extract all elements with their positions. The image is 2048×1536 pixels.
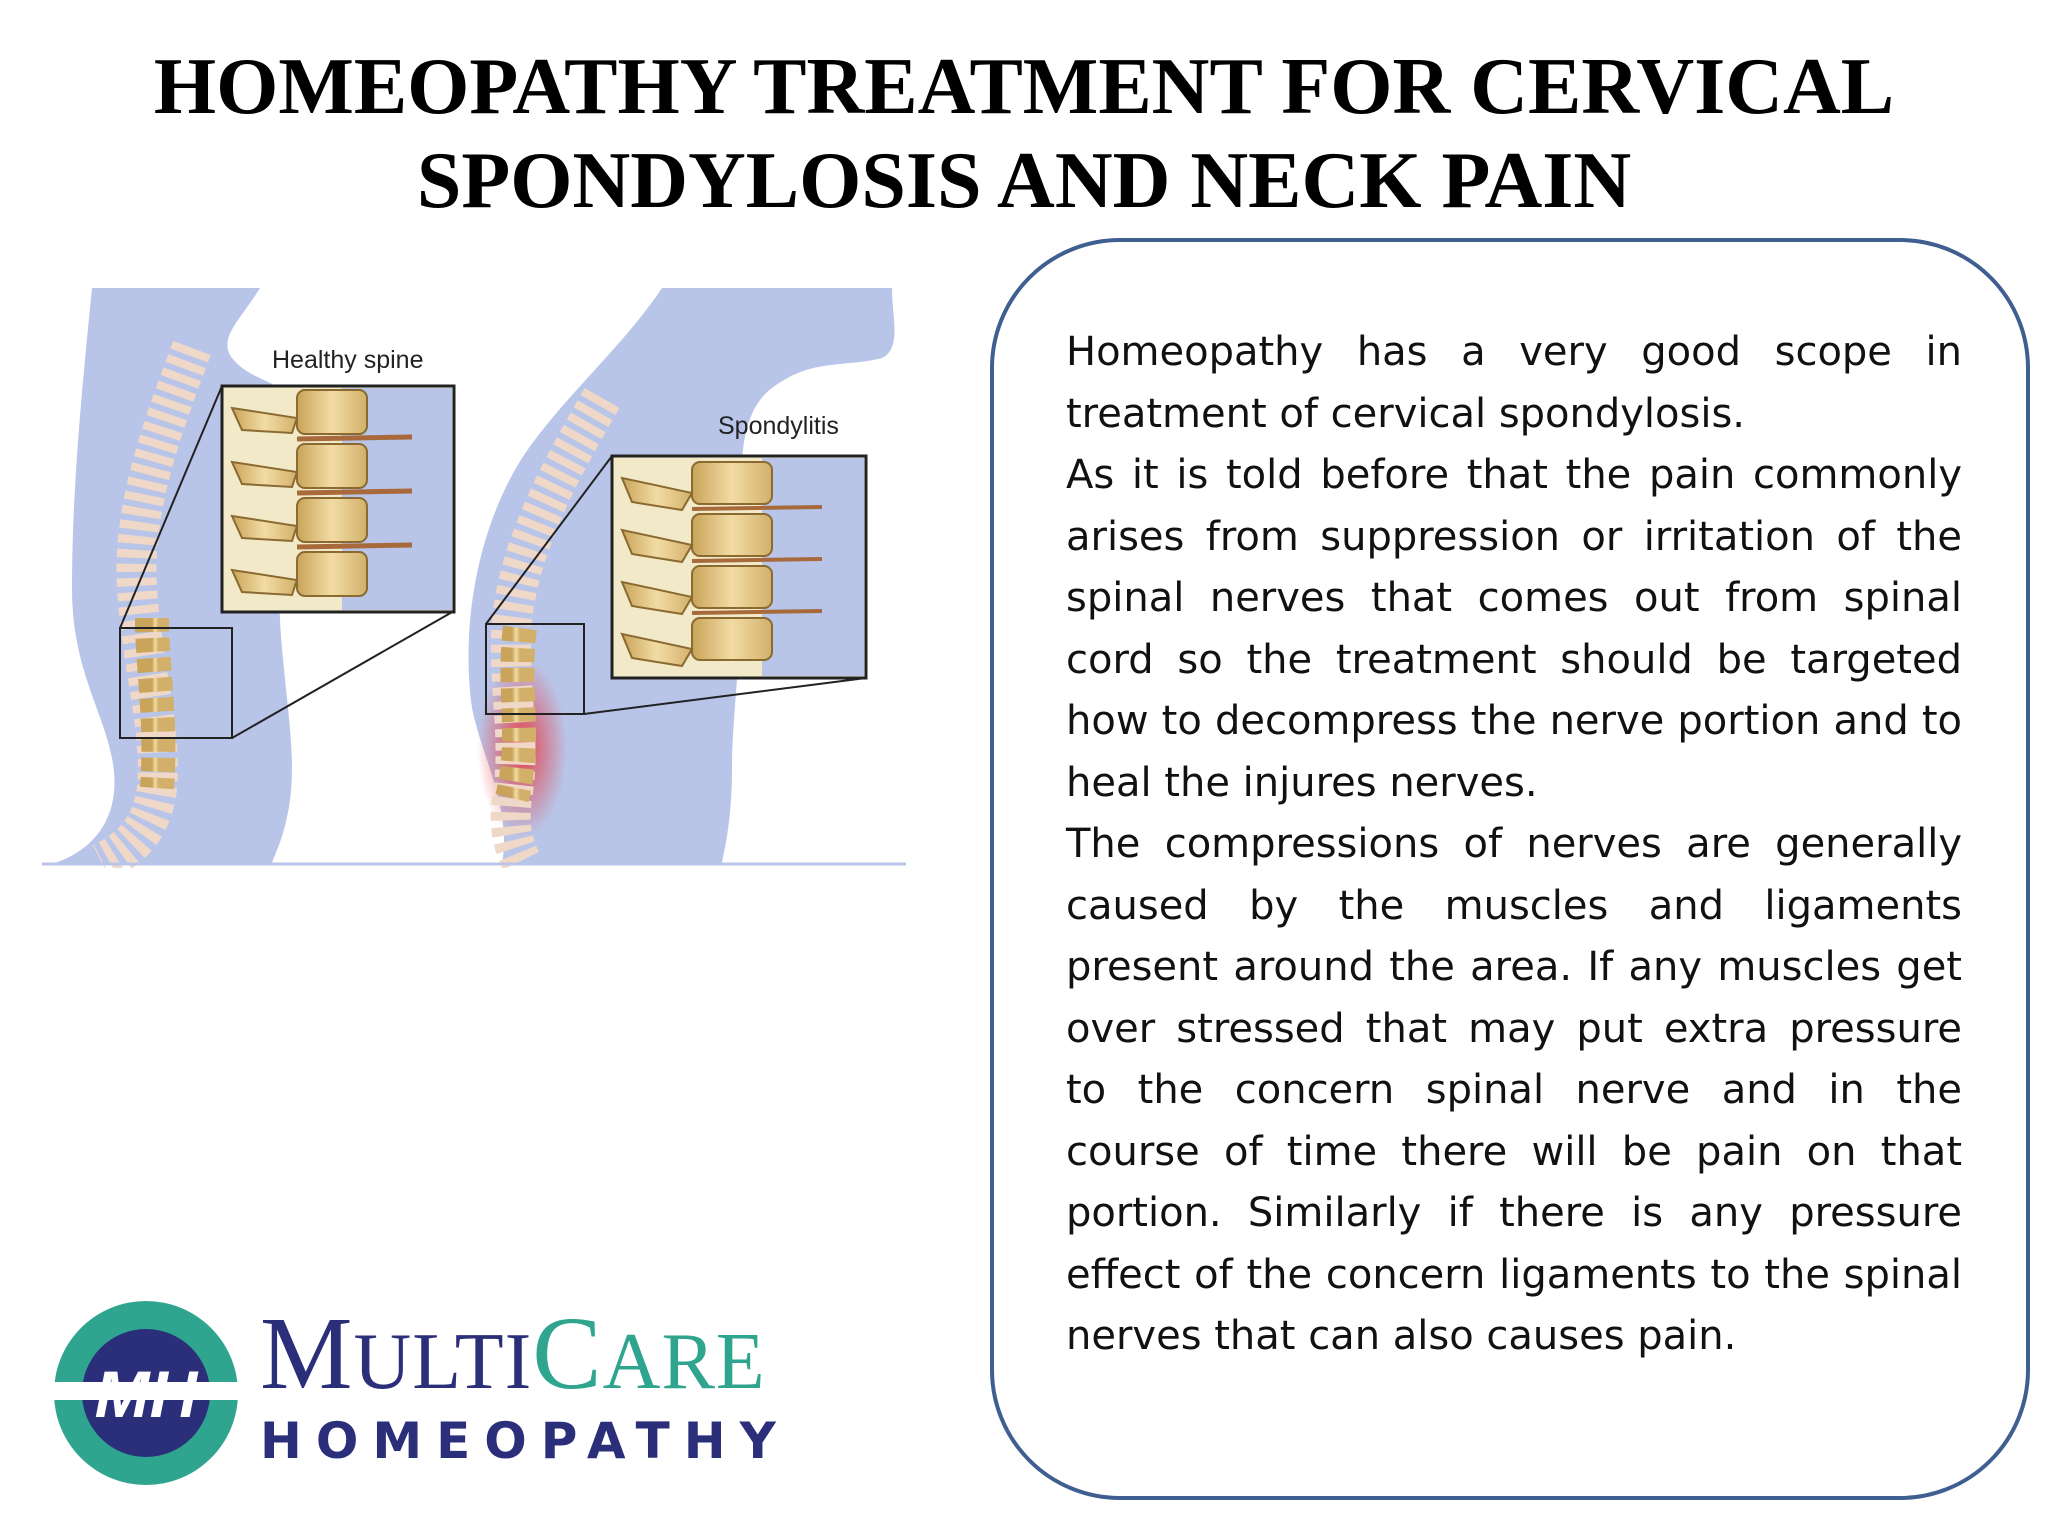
brand-ulti: ULTI [353, 1318, 533, 1406]
paragraph-3: The compressions of nerves are generally caused by the muscles and ligaments present around the area. If any muscles get over stressed that may put extra pressure to the concern spinal nerve and in the course of time there will be pain on that portion. Similarly if there is any pressure effect of the concern ligaments to the spinal nerves that can also causes pain. [1066, 821, 1962, 1359]
slide-title [0, 40, 2048, 228]
healthy-zoom-inset [222, 386, 454, 612]
spine-illustration [42, 288, 906, 868]
logo-subtitle: HOMEOPATHY [260, 1412, 790, 1470]
spondylitis-label: Spondylitis [718, 412, 839, 440]
paragraph-2: As it is told before that the pain commonly arises from suppression or irritation of the spinal nerves that comes out from spinal cord so the treatment should be targeted how to decompress the nerve portion and to heal the injures nerves. [1066, 452, 1962, 806]
content-panel [990, 238, 2030, 1500]
title-line-1: HOMEOPATHY TREATMENT FOR CERVICAL [153, 43, 1895, 131]
mh-emblem-icon [50, 1298, 246, 1488]
logo-brand-name [260, 1296, 766, 1414]
emblem-text: MH [94, 1357, 198, 1431]
brand-are: ARE [602, 1318, 766, 1406]
brand-c: C [532, 1296, 603, 1411]
paragraph-1: Homeopathy has a very good scope in treatment of cervical spondylosis. [1066, 329, 1962, 437]
brand-m: M [260, 1296, 354, 1411]
multicare-logo [50, 1296, 790, 1488]
healthy-spine-label: Healthy spine [272, 346, 424, 374]
content-text [1066, 322, 1962, 1368]
spondylitis-zoom-inset [612, 456, 866, 678]
title-line-2: SPONDYLOSIS AND NECK PAIN [416, 137, 1632, 225]
